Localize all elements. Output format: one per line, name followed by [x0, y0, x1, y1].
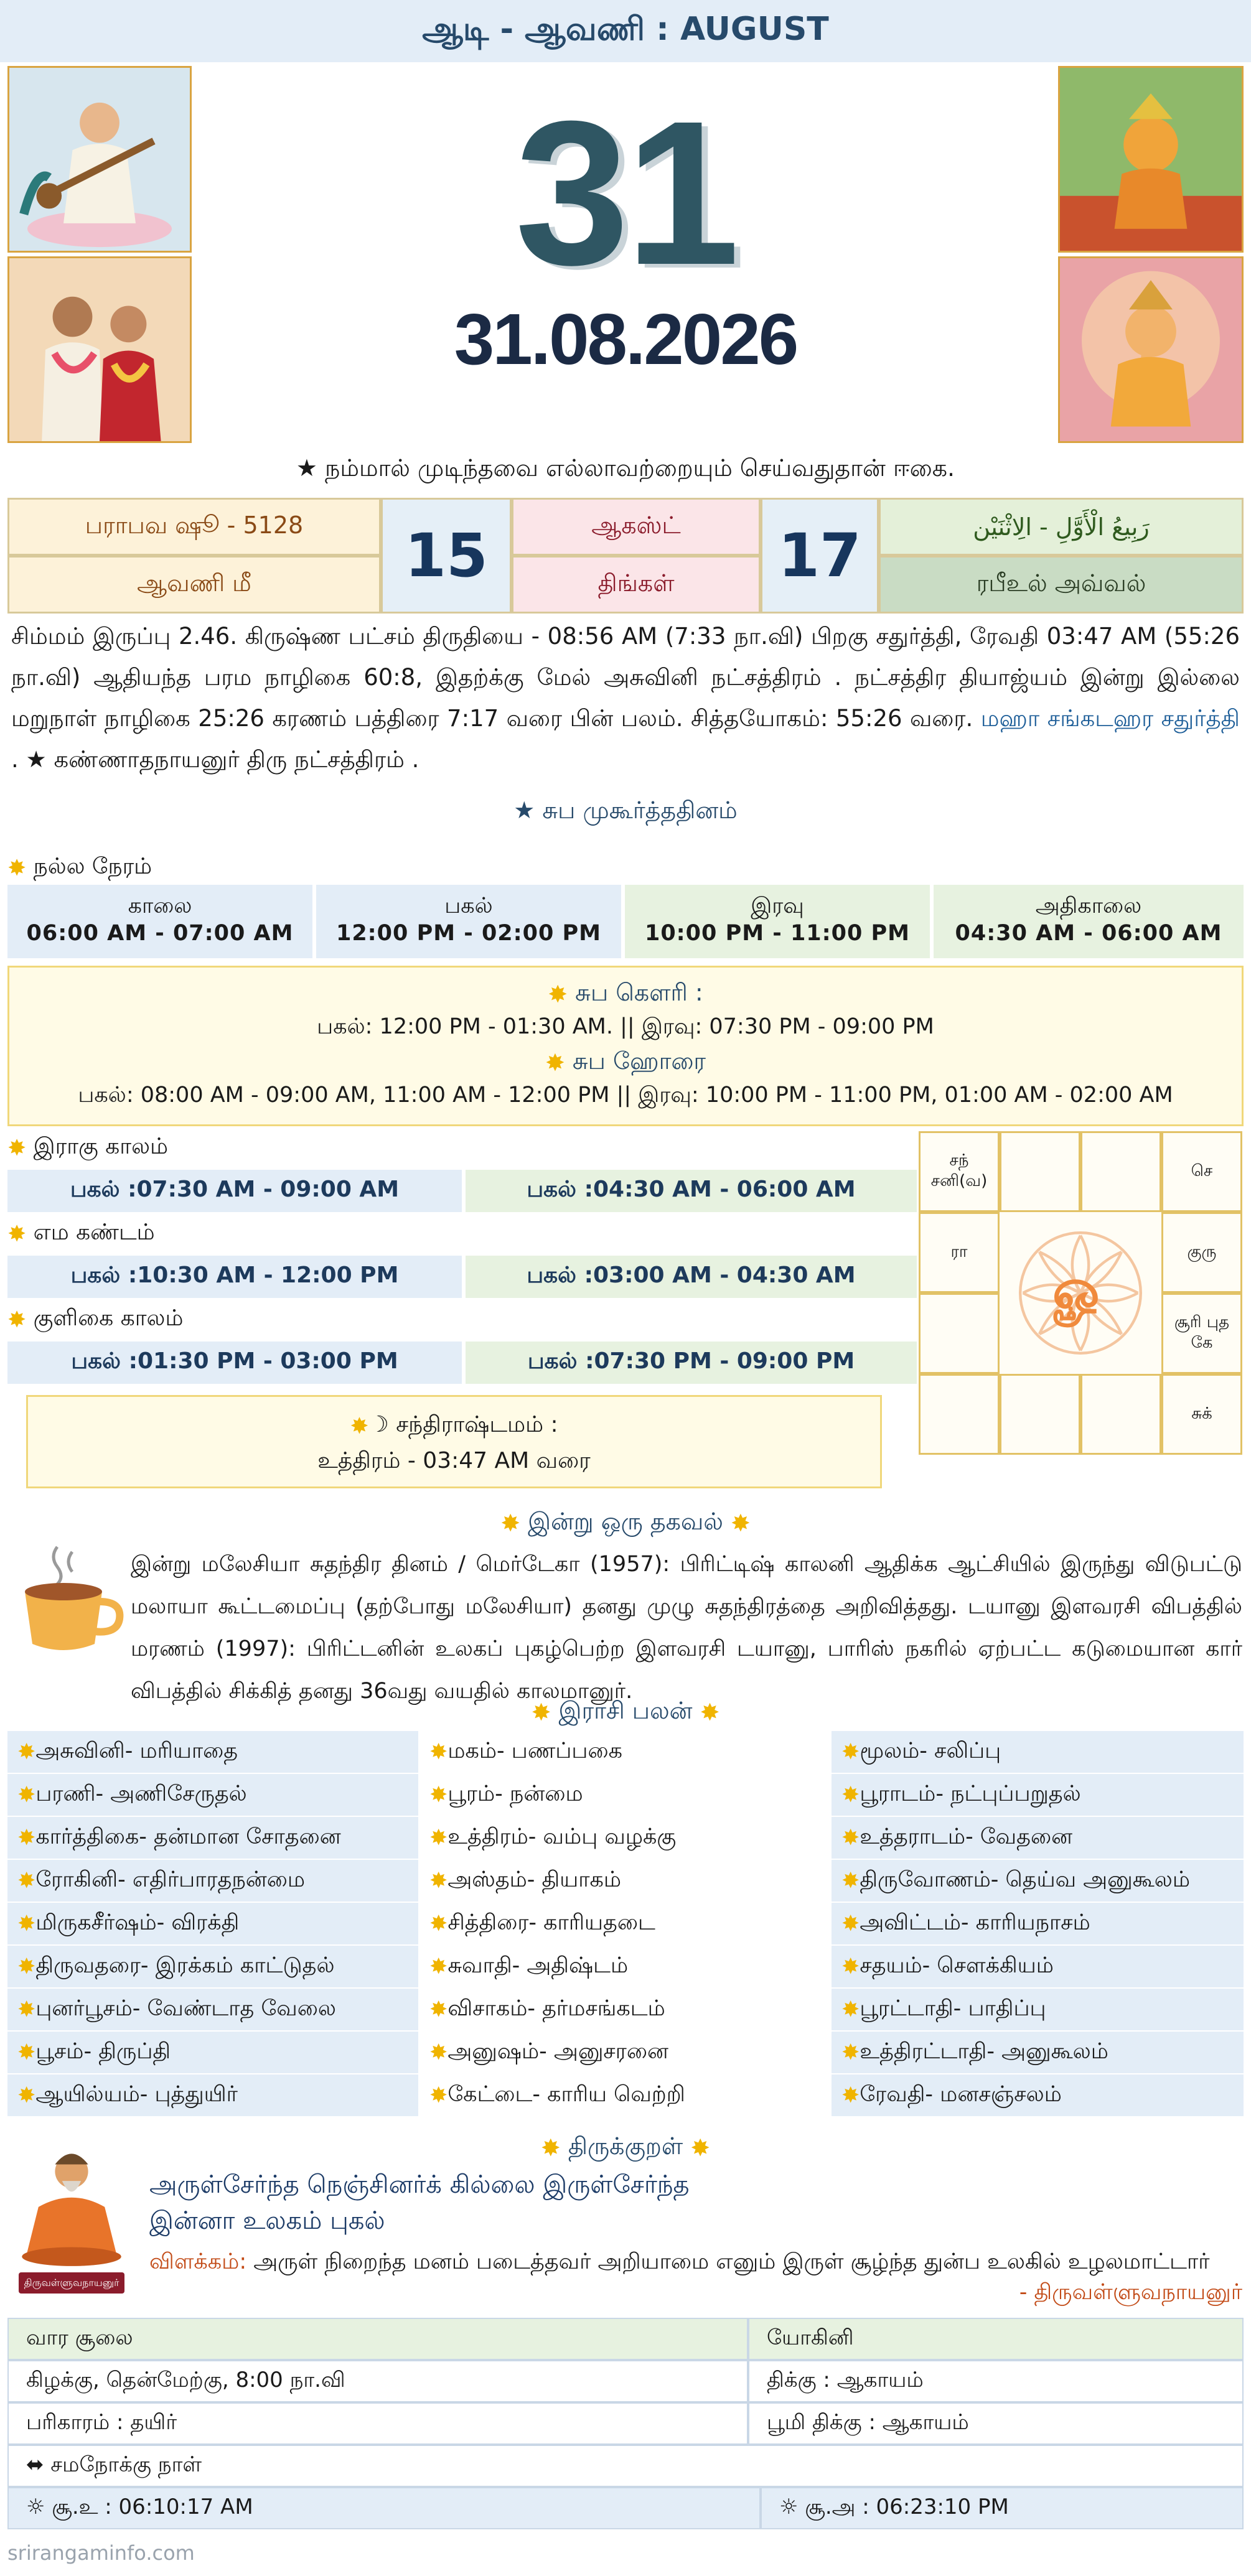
rasi-palan-item — [832, 1774, 1244, 1817]
rahu-kalam-day — [7, 1170, 462, 1212]
rasi-palan-table — [7, 1731, 1244, 2117]
rasi-cell-text: ரா — [950, 1242, 968, 1261]
vaara-soolai-header — [7, 2318, 748, 2360]
kural-meaning-label: விளக்கம்: — [149, 2249, 247, 2274]
nalla-neram-heading — [7, 852, 152, 884]
star-icon: ✸ — [17, 1911, 36, 1936]
rahu-kalam-day-text: பகல் :07:30 AM - 09:00 AM — [70, 1177, 400, 1202]
slot-label: பகல் — [444, 894, 493, 918]
gowri-title-text: சுப கௌரி : — [575, 979, 703, 1006]
slot-label: அதிகாலை — [1035, 894, 1142, 918]
sunrise-text: ☼ சூ.உ : 06:10:17 AM — [26, 2494, 253, 2519]
rasi-palan-item — [419, 1903, 830, 1946]
hijri-date — [761, 498, 879, 614]
rasi-cell-text: சுக் — [1191, 1404, 1212, 1423]
rasi-palan-text: மூலம்- சலிப்பு — [860, 1738, 1001, 1763]
star-icon: ✸ — [429, 1997, 448, 2022]
rasi-palan-text: புனர்பூசம்- வேண்டாத வேலை — [35, 1995, 336, 2021]
yogini-text: யோகினி — [767, 2325, 854, 2350]
rasi-cell-4 — [1161, 1131, 1242, 1212]
rasi-cell-6 — [1161, 1293, 1242, 1374]
nalla-neram-table — [7, 885, 1244, 958]
star-icon: ✸ — [723, 1510, 751, 1537]
ema-kandam-night-text: பகல் :03:00 AM - 04:30 AM — [527, 1262, 856, 1288]
parigaram — [7, 2402, 748, 2445]
rasi-palan-text: அஸ்தம்- தியாகம் — [447, 1867, 622, 1892]
tea-cup-icon — [7, 1537, 132, 1661]
info-title-text: இன்று ஒரு தகவல் — [528, 1508, 723, 1535]
om-symbol: ௐ — [1052, 1256, 1108, 1322]
rahu-kalam-night — [466, 1170, 917, 1212]
chandrashtamam-title-text: ☽ சந்திராஷ்டமம் : — [368, 1412, 558, 1437]
footer-site[interactable] — [7, 2537, 195, 2569]
nalla-neram-night — [625, 885, 930, 958]
rasi-palan-text: உத்திரம்- வம்பு வழக்கு — [447, 1824, 677, 1849]
kural-line-2-text: இன்னா உலகம் புகல் — [149, 2206, 385, 2235]
rasi-palan-item — [419, 1989, 830, 2032]
weekday-text: திங்கள் — [597, 569, 675, 597]
rasi-palan-text: அவிட்டம்- காரியநாசம் — [860, 1910, 1090, 1935]
rasi-cell-3 — [1080, 1131, 1161, 1212]
hora-title — [9, 1047, 1242, 1078]
rasi-palan-item — [832, 1946, 1244, 1989]
info-text — [131, 1543, 1242, 1704]
yogini-direction-text: திக்கு : ஆகாயம் — [767, 2368, 924, 2392]
star-icon: ✸ — [841, 1739, 860, 1765]
soolai-direction — [7, 2360, 748, 2402]
ganesha-image-top — [1058, 66, 1244, 253]
rasi-cell-text: குரு — [1187, 1242, 1217, 1261]
star-icon: ✸ — [429, 2083, 448, 2108]
star-icon: ✸ — [841, 1911, 860, 1936]
rahu-kalam-title: இராகு காலம் — [33, 1134, 168, 1159]
rasi-palan-text: உத்திரட்டாதி- அனுகூலம் — [860, 2038, 1108, 2064]
muhurtham-title — [0, 793, 1251, 831]
rasi-cell-text: சூரி புத கே — [1174, 1313, 1230, 1352]
weekday — [512, 556, 761, 614]
rasi-palan-item — [832, 2074, 1244, 2117]
thought-text: ★ நம்மால் முடிந்தவை எல்லாவற்றையும் செய்வதுதான் ஈகை. — [296, 454, 955, 482]
bhoomi-direction — [748, 2402, 1244, 2445]
rasi-cell-8 — [1080, 1374, 1161, 1455]
rasi-palan-text: திருவதரை- இரக்கம் காட்டுதல் — [35, 1953, 335, 1978]
rasi-palan-text: பரணி- அணிசேருதல் — [35, 1781, 247, 1806]
slot-time: 06:00 AM - 07:00 AM — [26, 921, 294, 946]
rasi-cell-12 — [919, 1212, 1000, 1293]
rahu-kalam-heading — [7, 1132, 168, 1164]
samanokku-row — [7, 2445, 1244, 2487]
kural-line-1-text: அருள்சேர்ந்த நெஞ்சினர்க் கில்லை இருள்சேர்ந்த — [149, 2170, 690, 2199]
star-icon: ✸ — [841, 2040, 860, 2065]
rasi-palan-item — [832, 1817, 1244, 1860]
rasi-palan-title-text: இராசி பலன் — [558, 1697, 693, 1724]
star-icon: ✸ — [545, 1049, 573, 1076]
rasi-cell-11 — [919, 1293, 1000, 1374]
rasi-cell-text: சந் சனி(வ) — [930, 1151, 988, 1190]
star-icon: ✸ — [7, 855, 34, 881]
rasi-cell-1 — [919, 1131, 1000, 1212]
day-number-text: 31 — [515, 78, 736, 307]
parigaram-text: பரிகாரம் : தயிர் — [26, 2410, 177, 2435]
star-icon: ✸ — [548, 981, 576, 1008]
star-icon: ✸ — [17, 1782, 36, 1808]
star-icon: ✸ — [7, 1221, 34, 1247]
star-icon: ✸ — [692, 1699, 720, 1726]
star-icon: ✸ — [429, 1911, 448, 1936]
portrait-caption — [19, 2272, 124, 2294]
star-icon: ✸ — [841, 1997, 860, 2022]
rahu-kalam-night-text: பகல் :04:30 AM - 06:00 AM — [527, 1177, 856, 1202]
rasi-palan-text: அனுஷம்- அனுசரனை — [447, 2038, 668, 2064]
chandrashtamam-title — [28, 1411, 880, 1442]
rasi-palan-item — [7, 1774, 418, 1817]
slot-label: இரவு — [751, 894, 804, 918]
sunset-text: ☼ சூ.அ : 06:23:10 PM — [779, 2494, 1009, 2519]
rasi-palan-item — [7, 2032, 418, 2074]
om-emblem — [1000, 1212, 1161, 1374]
rasi-palan-item — [7, 1817, 418, 1860]
footer-site-text[interactable]: srirangaminfo.com — [7, 2541, 195, 2565]
hora-title-text: சுப ஹோரை — [572, 1047, 706, 1075]
rasi-palan-item — [7, 2074, 418, 2117]
soolai-direction-text: கிழக்கு, தென்மேற்கு, 8:00 நா.வி — [26, 2368, 345, 2392]
rasi-palan-text: அசுவினி- மரியாதை — [35, 1738, 238, 1763]
nalla-neram-dawn — [934, 885, 1244, 958]
rasi-palan-title — [0, 1694, 1251, 1731]
rasi-palan-text: மிருகசீர்ஷம்- விரக்தி — [35, 1910, 240, 1935]
samanokku-text: ⬌ சமநோக்கு நாள் — [26, 2452, 202, 2477]
star-icon: ✸ — [683, 2134, 711, 2162]
day-number — [386, 78, 865, 307]
rasi-palan-item — [7, 1989, 418, 2032]
rasi-palan-text: சித்திரை- காரியதடை — [447, 1910, 655, 1935]
rasi-palan-item — [419, 2074, 830, 2117]
rasi-palan-text: திருவோணம்- தெய்வ அனுகூலம் — [860, 1867, 1191, 1892]
panchang-tail: . ★ கண்ணாதநாயனுர் திரு நட்சத்திரம் . — [11, 746, 419, 773]
rasi-palan-text: கேட்டை- காரிய வெற்றி — [447, 2081, 685, 2107]
tamil-month-text: ஆவணி மீ — [137, 569, 251, 597]
star-icon: ✸ — [841, 1954, 860, 1979]
rasi-cell-9 — [1000, 1374, 1080, 1455]
star-icon: ✸ — [429, 1782, 448, 1808]
rasi-palan-item — [419, 1817, 830, 1860]
star-icon: ✸ — [429, 1825, 448, 1850]
kural-line-1 — [149, 2170, 1207, 2205]
kural-line-2 — [149, 2206, 1207, 2241]
sunrise — [7, 2487, 761, 2529]
rasi-palan-item — [832, 1903, 1244, 1946]
rasi-cell-10 — [919, 1374, 1000, 1455]
english-month — [512, 498, 761, 556]
star-icon: ✸ — [841, 1868, 860, 1893]
rasi-palan-item — [7, 1946, 418, 1989]
rasi-palan-item — [7, 1860, 418, 1903]
thiruvalluvar-portrait — [12, 2140, 131, 2296]
full-date — [386, 299, 865, 380]
rasi-cell-text: செ — [1191, 1161, 1213, 1180]
gowri-times-text: பகல்: 12:00 PM - 01:30 AM. || இரவு: 07:30 PM - 09:00 PM — [317, 1014, 934, 1039]
ganesha-image-bottom — [1058, 256, 1244, 443]
rasi-palan-text: பூராடம்- நட்புப்பறுதல் — [860, 1781, 1081, 1806]
star-icon: ✸ — [429, 1739, 448, 1765]
portrait-caption-text: திருவள்ளுவநாயனுர் — [24, 2276, 119, 2289]
kuligai-night-text: பகல் :07:30 PM - 09:00 PM — [527, 1348, 855, 1374]
kural-title-text: திருக்குறள் — [568, 2132, 683, 2160]
chandrashtamam-time-text: உத்திரம் - 03:47 AM வரை — [317, 1448, 591, 1473]
yogini-direction — [748, 2360, 1244, 2402]
kuligai-title: குளிகை காலம் — [33, 1305, 184, 1331]
kuligai-heading — [7, 1304, 183, 1335]
info-body: இன்று மலேசியா சுதந்திர தினம் / மெர்டேகா (1957): பிரிட்டிஷ் காலனி ஆதிக்க ஆட்சியில் இருந்து விடுபட்டு மலாயா கூட்டமைப்பு (தற்போது மலேசியா) தனது முழு சுதந்திரத்தை அறிவித்தது. டயானு இளவரசி விபத்தில் மரணம் (1997): பிரிட்டனின் உலகப் புகழ்பெற்ற இளவரசி டயானு, பாரிஸ் நகரில் ஏற்பட்ட கடுமையான கார் விபத்தில் சிக்கித் தனது 36வது வயதில் காலமானுர். — [131, 1552, 1242, 1704]
kuligai-day-text: பகல் :01:30 PM - 03:00 PM — [71, 1348, 398, 1374]
rasi-palan-text: பூரம்- நன்மை — [447, 1781, 583, 1806]
english-month-text: ஆகஸ்ட் — [591, 511, 681, 539]
rasi-palan-item — [832, 1731, 1244, 1774]
slot-label: காலை — [128, 894, 192, 918]
slot-time: 04:30 AM - 06:00 AM — [955, 921, 1222, 946]
ema-kandam-day-text: பகல் :10:30 AM - 12:00 PM — [70, 1262, 399, 1288]
month-header-text: ஆடி - ஆவணி : AUGUST — [422, 10, 829, 48]
gowri-title — [9, 979, 1242, 1010]
bhoomi-direction-text: பூமி திக்கு : ஆகாயம் — [767, 2410, 969, 2435]
panchang-highlight: மஹா சங்கடஹர சதுர்த்தி — [980, 705, 1240, 732]
star-icon: ✸ — [17, 2040, 36, 2065]
star-icon: ✸ — [17, 1954, 36, 1979]
hijri-month-arabic — [879, 498, 1244, 556]
hora-times-text: பகல்: 08:00 AM - 09:00 AM, 11:00 AM - 12:00 PM || இரவு: 10:00 PM - 11:00 PM, 01:00 AM - 02:00 AM — [78, 1083, 1173, 1108]
month-header — [0, 0, 1251, 62]
star-icon: ✸ — [429, 1954, 448, 1979]
tamil-year-text: பராபவ ஷூ - 5128 — [85, 511, 304, 539]
rasi-palan-text: உத்தராடம்- வேதனை — [860, 1824, 1073, 1849]
star-icon: ✸ — [17, 1997, 36, 2022]
star-icon: ✸ — [531, 1699, 559, 1726]
yogini-header — [748, 2318, 1244, 2360]
star-icon: ✸ — [841, 1825, 860, 1850]
rasi-cell-7 — [1161, 1374, 1242, 1455]
tamil-date — [381, 498, 512, 614]
rasi-palan-item — [7, 1731, 418, 1774]
vaara-soolai-text: வார சூலை — [26, 2325, 133, 2350]
wedding-image — [7, 256, 192, 443]
rasi-palan-item — [419, 1774, 830, 1817]
tamil-month — [7, 556, 381, 614]
star-icon: ✸ — [429, 2040, 448, 2065]
star-icon: ✸ — [841, 1782, 860, 1808]
star-icon: ✸ — [7, 1135, 34, 1161]
gowri-times — [9, 1012, 1242, 1043]
chandrashtamam-box — [26, 1395, 882, 1488]
chandrashtamam-time — [28, 1447, 880, 1478]
kural-author-text: - திருவள்ளுவநாயனுர் — [1019, 2280, 1242, 2305]
star-icon: ✸ — [500, 1510, 528, 1537]
rasi-palan-text: ரேவதி- மனசஞ்சலம் — [860, 2081, 1062, 2107]
rasi-palan-text: ஆயில்யம்- புத்துயிர் — [35, 2081, 238, 2107]
star-icon: ✸ — [17, 1825, 36, 1850]
star-icon: ✸ — [429, 1868, 448, 1893]
tamil-date-text: 15 — [405, 521, 488, 590]
rasi-palan-text: விசாகம்- தர்மசங்கடம் — [447, 1995, 665, 2021]
rasi-palan-item — [419, 1946, 830, 1989]
ema-kandam-heading — [7, 1218, 155, 1249]
nalla-neram-noon — [316, 885, 621, 958]
kural-author — [871, 2280, 1242, 2316]
rasi-palan-item — [832, 1860, 1244, 1903]
rasi-cell-5 — [1161, 1212, 1242, 1293]
rasi-palan-text: பூரட்டாதி- பாதிப்பு — [860, 1995, 1046, 2021]
rasi-palan-text: பூசம்- திருப்தி — [35, 2038, 171, 2064]
rasi-palan-text: சதயம்- சௌக்கியம் — [860, 1953, 1054, 1978]
hijri-date-text: 17 — [778, 521, 861, 590]
ema-kandam-title: எம கண்டம் — [33, 1220, 155, 1245]
kural-title — [0, 2129, 1251, 2167]
rasi-palan-item — [419, 2032, 830, 2074]
full-date-text: 31.08.2026 — [454, 299, 797, 380]
hora-times — [9, 1081, 1242, 1112]
nalla-neram-title: நல்ல நேரம் — [33, 854, 152, 879]
ema-kandam-day — [7, 1256, 462, 1298]
star-icon: ✸ — [841, 2083, 860, 2108]
nalla-neram-morning — [7, 885, 312, 958]
star-icon: ✸ — [540, 2134, 568, 2162]
panchang-body: சிம்மம் இருப்பு 2.46. கிருஷ்ண பட்சம் திருதியை - 08:56 AM (7:33 நா.வி) பிறகு சதுர்த்தி, ரேவதி 03:47 AM (55:26 நா.வி) ஆதியந்த பரம நாழிகை 60:8, இதற்க்கு மேல் அசுவினி நட்சத்திரம் . நட்சத்திர தியாஜ்யம் இன்று இல்லை மறுநாள் நாழிகை 25:26 கரணம் பத்திரை 7:17 வரை பின் பலம். சித்தயோகம்: 55:26 வரை. — [11, 623, 1240, 732]
rasi-chart — [919, 1131, 1242, 1455]
hijri-month-text: ரபீஉல் அவ்வல் — [976, 569, 1146, 597]
star-icon: ✸ — [17, 1739, 36, 1765]
muhurtham-text: ★ சுப முகூர்த்ததினம் — [513, 796, 738, 824]
hijri-month — [879, 556, 1244, 614]
star-icon: ✸ — [7, 1307, 34, 1333]
ema-kandam-night — [466, 1256, 917, 1298]
rasi-palan-item — [419, 1860, 830, 1903]
rasi-palan-item — [832, 2032, 1244, 2074]
gowri-hora-box — [7, 966, 1244, 1126]
rasi-palan-item — [7, 1903, 418, 1946]
tamil-year — [7, 498, 381, 556]
info-title — [0, 1505, 1251, 1542]
sunset — [761, 2487, 1244, 2529]
bottom-table — [7, 2318, 1244, 2532]
slot-time: 12:00 PM - 02:00 PM — [335, 921, 602, 946]
rasi-palan-text: மகம்- பணப்பகை — [447, 1738, 622, 1763]
kuligai-day — [7, 1342, 462, 1384]
rasi-palan-item — [832, 1989, 1244, 2032]
star-icon: ✸ — [350, 1413, 369, 1439]
rasi-palan-text: ரோகினி- எதிர்பாரதநன்மை — [35, 1867, 306, 1892]
kural-meaning-text: அருள் நிறைந்த மனம் படைத்தவர் அறியாமை எனும் இருள் சூழ்ந்த துன்ப உலகில் உழலமாட்டார் — [253, 2249, 1210, 2274]
star-icon: ✸ — [17, 2083, 36, 2108]
star-icon: ✸ — [17, 1868, 36, 1893]
saraswati-image — [7, 66, 192, 253]
calendar-grid — [7, 498, 1244, 614]
kuligai-night — [466, 1342, 917, 1384]
thought-of-day — [0, 451, 1251, 488]
rasi-palan-text: சுவாதி- அதிஷ்டம் — [447, 1953, 629, 1978]
rasi-cell-2 — [1000, 1131, 1080, 1212]
slot-time: 10:00 PM - 11:00 PM — [644, 921, 911, 946]
hijri-arabic-text: رَبِيعُ الْأَوَّلِ - الِاثْنَيْن — [973, 513, 1150, 541]
rasi-palan-text: கார்த்திகை- தன்மான சோதனை — [35, 1824, 341, 1849]
rasi-palan-item — [419, 1731, 830, 1774]
panchangam-text — [11, 616, 1240, 772]
